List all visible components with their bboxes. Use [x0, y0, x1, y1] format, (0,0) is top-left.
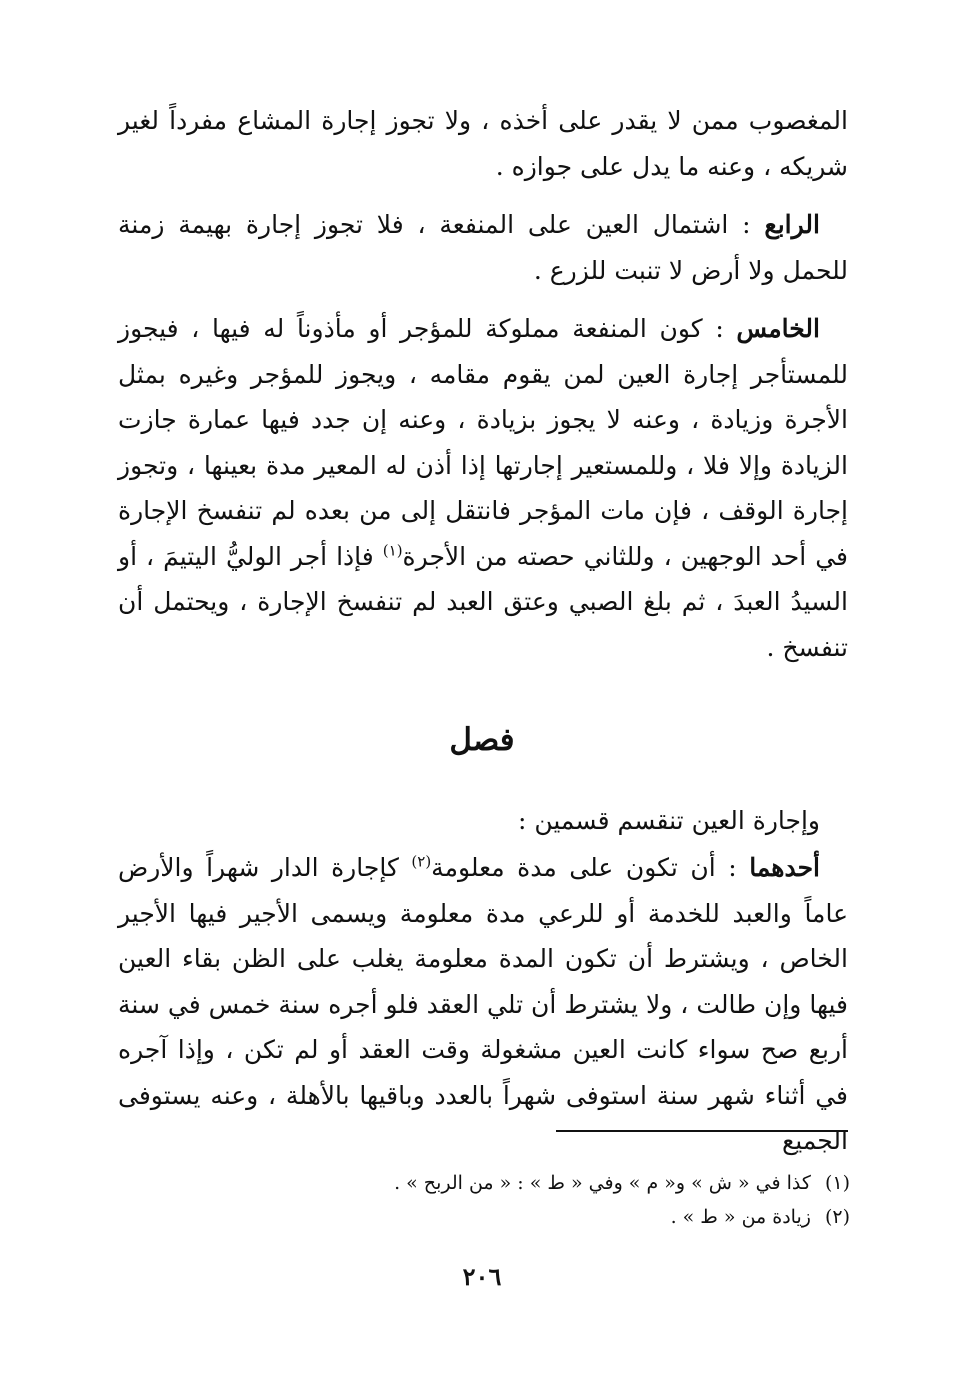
paragraph-text: : أن تكون على مدة معلومة	[431, 853, 750, 882]
paragraph-text: المغصوب ممن لا يقدر على أخذه ، ولا تجوز إجارة المشاع مفرداً لغير شريكه ، وعنه ما يدل على جوازه .	[118, 106, 848, 181]
paragraph-first-division	[118, 845, 848, 1164]
paragraph-body	[118, 845, 848, 1164]
footnote-item	[330, 1166, 850, 1200]
paragraph-text-continued: كإجارة الدار شهراً والأرض عاماً والعبد للخدمة أو للرعي مدة معلومة ويسمى الأجير فيها الأجير الخاص ، ويشترط أن تكون المدة معلومة يغلب على الظن بقاء العين فيها وإن طالت ، ولا يشترط أن تلي العقد فلو أجره سنة خمس في سنة أربع صح سواء كانت العين مشغولة وقت العقد أو لم تكن ، وإذا آجره في أثناء شهر سنة استوفى شهراً بالعدد وباقيها بالأهلة ، وعنه يستوفى الجميع	[118, 853, 848, 1155]
paragraph-text: : اشتمال العين على المنفعة ، فلا تجوز إجارة بهيمة زمنة للحمل ولا أرض لا تنبت للزرع .	[118, 210, 848, 285]
paragraph-text-continued: فإذا أجر الوليُّ اليتيمَ ، أو السيدُ العبدَ ، ثم بلغ الصبي وعتق العبد لم تنفسخ الإجارة ، ويحتمل أن تنفسخ .	[118, 541, 848, 662]
footnote-number: (١)	[824, 1172, 850, 1194]
footnote-number: (٢)	[824, 1206, 850, 1228]
footnote-text: كذا في « ش » و« م » وفي « ط » : « من الربح » .	[394, 1172, 811, 1194]
paragraph-lead-word: الخامس	[736, 314, 820, 343]
paragraph-text: وإجارة العين تنقسم قسمين :	[517, 806, 820, 835]
paragraph-section-intro	[118, 798, 848, 844]
paragraph-body	[118, 306, 848, 670]
footnote-text: زيادة من « ط » .	[670, 1206, 811, 1228]
footnote-reference-2[interactable]: (٢)	[411, 852, 432, 871]
paragraph-fifth-condition	[118, 306, 848, 670]
paragraph-text: : كون المنفعة مملوكة للمؤجر أو مأذوناً له فيها ، فيجوز للمستأجر إجارة العين لمن يقوم مقامه ، ويجوز للمؤجر وغيره بمثل الأجرة وزيادة ، وعنه لا يجوز بزيادة ، وعنه إن جدد فيها عمارة جازت الزيادة وإلا فلا ، وللمستعير إجارتها إذا أذن له المعير مدة بعينها ، وتجوز إجارة الوقف ، فإن مات المؤجر فانتقل إلى من بعده لم تنفسخ الإجارة في أحد الوجهين ، وللثاني حصته من الأجرة	[118, 314, 849, 571]
paragraph-lead-word: الرابع	[764, 210, 820, 239]
paragraph-lead-word: أحدهما	[749, 853, 820, 882]
footnote-separator	[556, 1130, 848, 1132]
paragraph-body	[118, 202, 848, 293]
footnote-item	[330, 1200, 850, 1234]
section-heading: فصل	[449, 722, 515, 758]
paragraph-continuation	[118, 98, 848, 189]
footnotes	[330, 1166, 850, 1234]
page-number: ٢٠٦	[462, 1262, 502, 1291]
footnote-reference-1[interactable]: (١)	[382, 541, 403, 560]
paragraph-fourth-condition	[118, 202, 848, 293]
